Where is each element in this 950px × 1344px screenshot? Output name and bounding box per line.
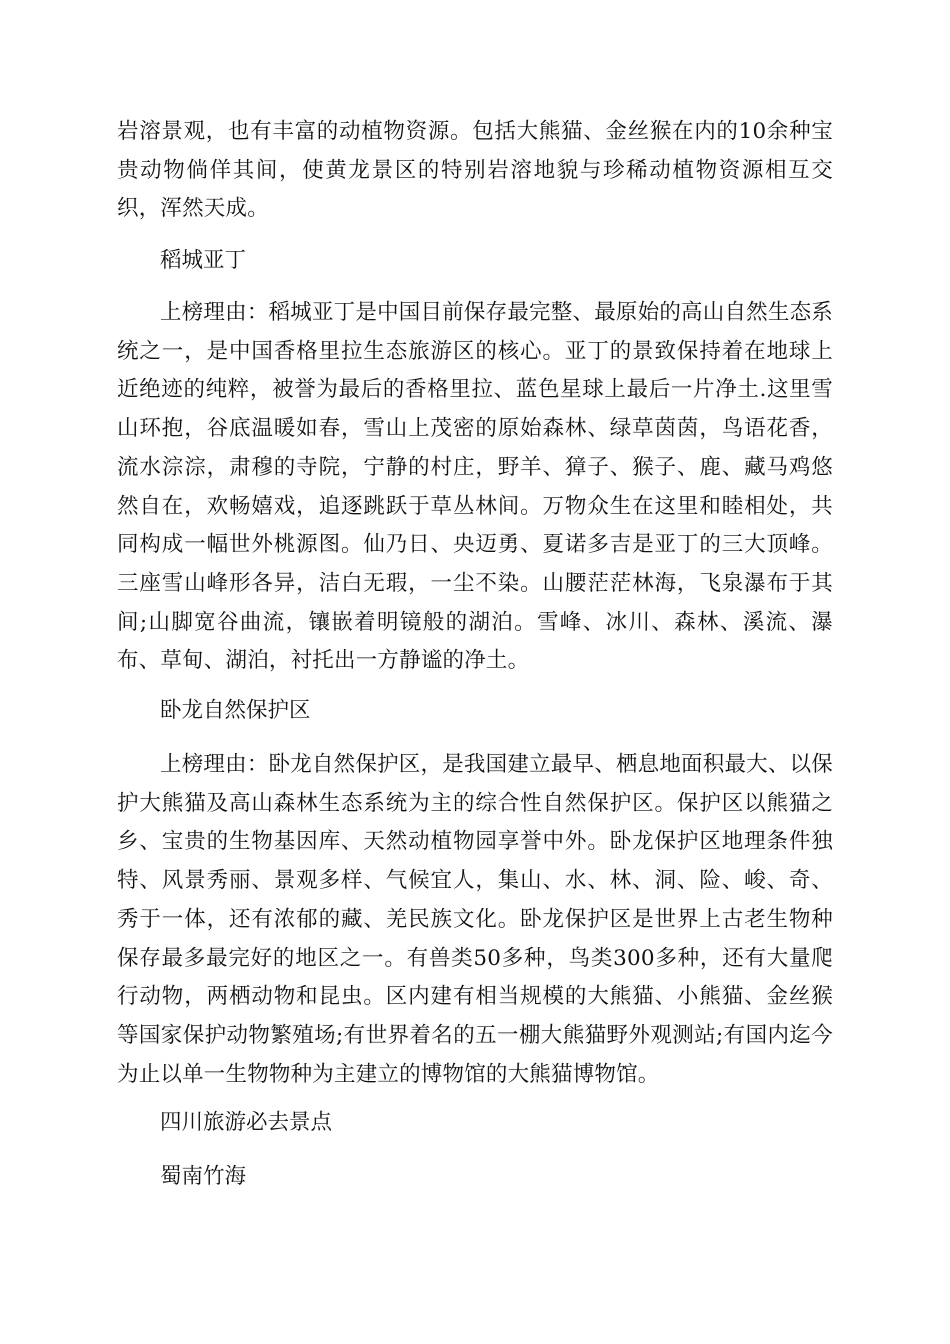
daocheng-paragraph: 上榜理由：稻城亚丁是中国目前保存最完整、最原始的高山自然生态系统之一，是中国香格里拉生态旅游区的核心。亚丁的景致保持着在地球上近绝迹的纯粹，被誉为最后的香格里拉、蓝色星球上最后一片净土.这里雪山环抱，谷底温暖如春，雪山上茂密的原始森林、绿草茵茵，鸟语花香，流水淙淙，肃穆的寺院，宁静的村庄，野羊、獐子、猴子、鹿、藏马鸡悠然自在，欢畅嬉戏，追逐跳跃于草丛林间。万物众生在这里和睦相处，共同构成一幅世外桃源图。仙乃日、央迈勇、夏诺多吉是亚丁的三大顶峰。三座雪山峰形各异，洁白无瑕，一尘不染。山腰茫茫林海，飞泉瀑布于其间;山脚宽谷曲流，镶嵌着明镜般的湖泊。雪峰、冰川、森林、溪流、瀑布、草甸、湖泊，衬托出一方静谧的净土。 xyxy=(117,300,833,674)
wolong-heading: 卧龙自然保护区 xyxy=(160,698,311,723)
wolong-paragraph: 上榜理由：卧龙自然保护区，是我国建立最早、栖息地面积最大、以保护大熊猫及高山森林生态系统为主的综合性自然保护区。保护区以熊猫之乡、宝贵的生物基因库、天然动植物园享誉中外。卧龙保护区地理条件独特、风景秀丽、景观多样、气候宜人，集山、水、林、洞、险、峻、奇、秀于一体，还有浓郁的藏、羌民族文化。卧龙保护区是世界上古老生物种保存最多最完好的地区之一。有兽类50多种，鸟类300多种，还有大量爬行动物，两栖动物和昆虫。区内建有相当规模的大熊猫、小熊猫、金丝猴等国家保护动物繁殖场;有世界着名的五一棚大熊猫野外观测站;有国内迄今为止以单一生物物种为主建立的博物馆的大熊猫博物馆。 xyxy=(117,752,833,1087)
intro-paragraph: 岩溶景观，也有丰富的动植物资源。包括大熊猫、金丝猴在内的10余种宝贵动物倘佯其间，使黄龙景区的特别岩溶地貌与珍稀动植物资源相互交织，浑然天成。 xyxy=(117,119,833,222)
sichuan-heading: 四川旅游必去景点 xyxy=(160,1110,333,1135)
daocheng-heading: 稻城亚丁 xyxy=(160,248,247,273)
shunan-heading: 蜀南竹海 xyxy=(160,1164,247,1189)
